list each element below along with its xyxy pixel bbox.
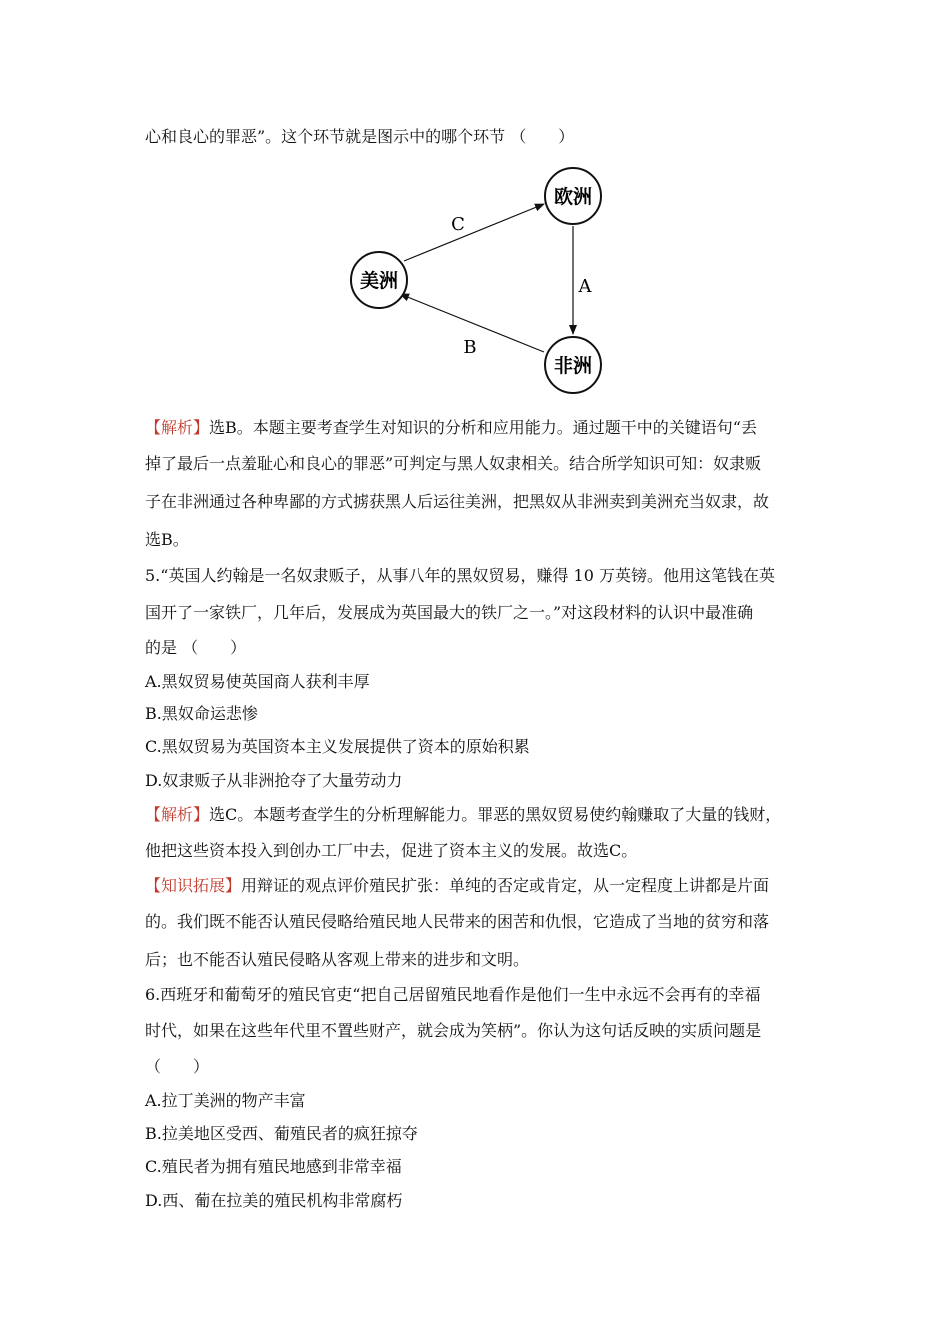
extension-tag: 【知识拓展】 <box>145 876 242 895</box>
q5-option-b: B.黑奴命运悲惨 <box>145 704 258 723</box>
q6-option-c: C.殖民者为拥有殖民地感到非常幸福 <box>145 1157 402 1176</box>
q5-stem-line-2: 国开了一家铁厂，几年后，发展成为英国最大的铁厂之一。”对这段材料的认识中最准确 <box>145 603 754 622</box>
edge-a-label: A <box>578 276 592 297</box>
q5-analysis-line-1 <box>145 805 781 825</box>
q5-option-c: C.黑奴贸易为英国资本主义发展提供了资本的原始积累 <box>145 737 530 756</box>
q5-option-a: A.黑奴贸易使英国商人获利丰厚 <box>145 672 370 691</box>
analysis-tag: 【解析】 <box>145 805 210 824</box>
q5-option-d: D.奴隶贩子从非洲抢夺了大量劳动力 <box>145 771 403 790</box>
q6-option-d: D.西、葡在拉美的殖民机构非常腐朽 <box>145 1191 403 1210</box>
q5-analysis-text-1: 选C。本题考查学生的分析理解能力。罪恶的黑奴贸易使约翰赚取了大量的钱财， <box>209 805 782 824</box>
q4-analysis-line-1 <box>145 418 757 438</box>
q6-option-b: B.拉美地区受西、葡殖民者的疯狂掠夺 <box>145 1124 418 1143</box>
q6-stem-line-3: （ ） <box>145 1057 210 1076</box>
q6-stem-line-1: 6.西班牙和葡萄牙的殖民官吏“把自己居留殖民地看作是他们一生中永远不会再有的幸福 <box>145 985 761 1004</box>
edge-b-label: B <box>463 337 477 358</box>
edge-c-label: C <box>451 214 465 235</box>
q5-extension-line-2: 的。我们既不能否认殖民侵略给殖民地人民带来的困苦和仇恨，它造成了当地的贫穷和落 <box>145 912 770 931</box>
q5-stem-line-3: 的是 （ ） <box>145 638 247 657</box>
q4-stem-tail: 心和良心的罪恶”。这个环节就是图示中的哪个环节 （ ） <box>145 127 575 146</box>
triangle-trade-diagram <box>340 160 620 410</box>
q5-extension-text-1: 用辩证的观点评价殖民扩张：单纯的否定或肯定，从一定程度上讲都是片面 <box>241 876 770 895</box>
q4-analysis-line-4: 选B。 <box>145 530 189 549</box>
node-africa-label: 非洲 <box>553 355 593 377</box>
node-europe-label: 欧洲 <box>553 186 593 208</box>
q5-extension-line-1 <box>145 876 769 896</box>
q4-analysis-line-2: 掉了最后一点羞耻心和良心的罪恶”可判定与黑人奴隶相关。结合所学知识可知：奴隶贩 <box>145 454 762 473</box>
q6-option-a: A.拉丁美洲的物产丰富 <box>145 1091 306 1110</box>
node-america-label: 美洲 <box>359 270 399 292</box>
q5-stem-line-1: 5.“英国人约翰是一名奴隶贩子，从事八年的黑奴贸易，赚得 10 万英镑。他用这笔钱在英 <box>145 566 775 585</box>
q4-analysis-line-3: 子在非洲通过各种卑鄙的方式掳获黑人后运往美洲，把黑奴从非洲卖到美洲充当奴隶，故 <box>145 492 770 511</box>
q5-analysis-line-2: 他把这些资本投入到创办工厂中去，促进了资本主义的发展。故选C。 <box>145 841 638 860</box>
node-africa <box>545 337 601 393</box>
q4-analysis-text-1: 选B。本题主要考查学生对知识的分析和应用能力。通过题干中的关键语句“丢 <box>209 418 757 437</box>
node-america <box>351 252 407 308</box>
node-europe <box>545 168 601 224</box>
analysis-tag: 【解析】 <box>145 418 210 437</box>
edge-c-arrow <box>404 204 544 261</box>
q5-extension-line-3: 后；也不能否认殖民侵略从客观上带来的进步和文明。 <box>145 950 530 969</box>
q6-stem-line-2: 时代，如果在这些年代里不置些财产，就会成为笑柄”。你认为这句话反映的实质问题是 <box>145 1021 762 1040</box>
